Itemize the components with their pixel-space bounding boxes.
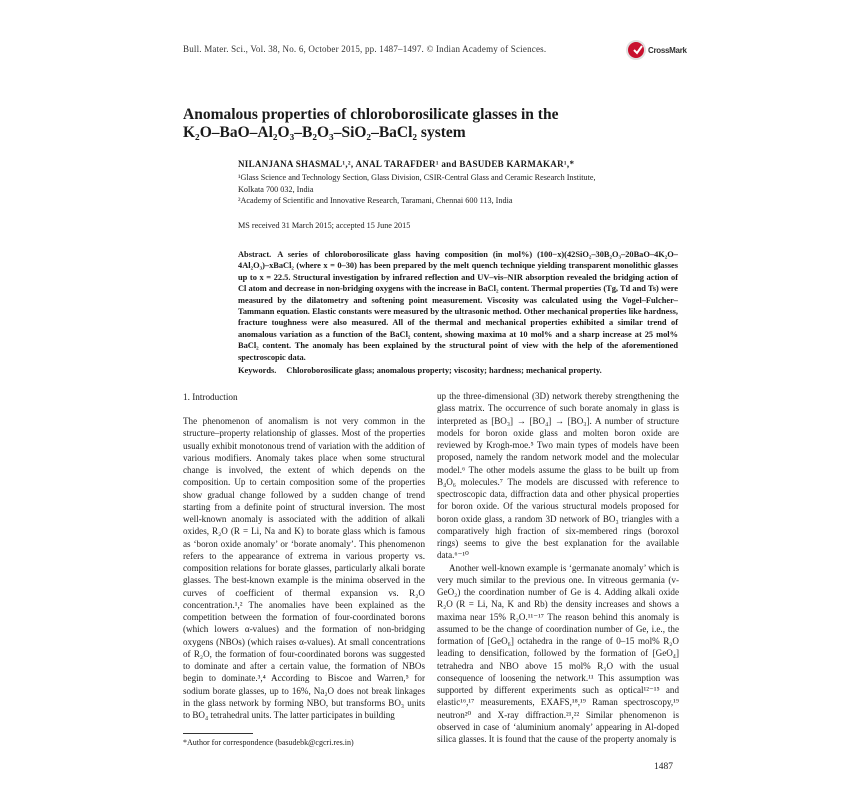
abstract-label: Abstract. (238, 250, 272, 259)
footnote-divider (183, 733, 253, 734)
crossmark-icon (626, 40, 646, 60)
keywords-label: Keywords. (238, 366, 277, 375)
abstract-text: A series of chloroborosilicate glass having composition (in mol%) (100−x)(42SiO₂–30B₂O₃–20BaO–4K₂O–4Al₂O₃)–xBaCl₂ (where x = 0–30) has been prepared by the melt quench technique yielding transparent monolithic glasses up to x = 22.5. Structural investigation by infrared reflection and UV–vis–NIR absorption revealed the bridging action of Cl atom and decrease in non-bridging oxygens with the increase in BaCl₂ content. Thermal properties (Tg, Td and Ts) were measured by the dilatometry and softening point measurement. Viscosity was calculated using the Vogel–Fulcher–Tammann equation. Elastic constants were measured by the ultrasonic method. Other mechanical properties like hardness, fracture toughness were also measured. All of the thermal and mechanical properties exhibited a similar trend of anomalous variation as a function of the BaCl₂ content, showing maxima at 10 mol% and a sharp increase at 25 mol% BaCl₂ content. The anomaly has been explained by the structural point of view with the help of the aforementioned spectroscopic data. (238, 250, 678, 362)
footnote: *Author for correspondence (basudebk@cgcri.res.in) (183, 738, 354, 747)
section-heading: 1. Introduction (183, 392, 238, 402)
received-date: MS received 31 March 2015; accepted 15 June 2015 (238, 221, 411, 230)
abstract (238, 249, 678, 363)
affiliations (238, 172, 658, 207)
title-line-1: Anomalous properties of chloroborosilicate glasses in the (183, 106, 559, 123)
column-right (437, 390, 679, 745)
paragraph: The phenomenon of anomalism is not very common in the structure–property relationship of glasses. Most of the properties usually exhibit monotonous trend of variation with the addition of various modifiers. Anomaly takes place when some structural change is involved, the extent of which depends on the composition. Up to certain composition some of the properties show gradual change followed by a sudden change of trend starting from a definite point of structural inversion. The most well-known anomaly is associated with the addition of alkali oxides, R₂O (R = Li, Na and K) to borate glass which is famous as ‘boron oxide anomaly’ or ‘borate anomaly’. This phenomenon refers to the appearance of extrema in various property vs. composition relations for borate glasses, particularly alkali borate glasses. The best-known example is the minima observed in the curves of coefficient of thermal expansion vs. R₂O concentration.¹,² The anomalies have been explained as the competition between the formation of four-coordinated borons (which lowers α-values) and the formation of non-bridging oxygens (NBOs) (which raises α-values). At small concentrations of R₂O, the formation of four-coordinated borons was suggested to dominate and after a certain value, the formation of NBOs begin to dominate.³,⁴ According to Biscoe and Warren,⁵ for sodium borate glasses, up to 16%, Na₂O does not break linkages in the glass network by forming NBO, but transforms BO₃ units to BO₄ tetrahedral units. The latter participates in building (183, 416, 425, 720)
paragraph: Another well-known example is ‘germanate anomaly’ which is very much similar to the previous one. In vitreous germania (v-GeO₂) the coordination number of Ge is 4. Adding alkali oxide R₂O (R = Li, Na, K and Rb) the density increases and shows a maxima near 15% R₂O.¹¹⁻¹⁷ The reason behind this anomaly is assumed to be the change of coordination number of Ge, i.e., the formation of [GeO₆] octahedra in the range of 0–15 mol% R₂O leading to densification, followed by the formation of [GeO₄] tetrahedra and NBO above 15 mol% R₂O with the usual consequence of loosening the network.¹¹ This assumption was supported by different experiments such as optical¹²⁻¹⁵ and elastic¹⁶,¹⁷ measurements, EXAFS,¹⁸,¹⁹ Raman spectroscopy,¹⁹ neutron²⁰ and X-ray diffraction.²¹,²² Similar phenomenon is observed in case of ‘aluminium anomaly’ appearing in Al-doped silica glasses. It is found that the cause of the property anomaly is (437, 562, 679, 744)
journal-citation: Bull. Mater. Sci., Vol. 38, No. 6, October 2015, pp. 1487–1497. © Indian Academy of Sciences. (183, 44, 547, 54)
paragraph: up the three-dimensional (3D) network thereby strengthening the glass matrix. The occurrence of such borate anomaly in glass is interpreted as [BO₃] → [BO₄] → [BO₃]. A number of structure models for boron oxide glass and molten boron oxide are reviewed by Krogh-moe.⁵ Two main types of models have been proposed, namely the random network model and the molecular model.⁶ The other models assume the glass to be built up from B₄O₆ molecules.⁷ The models are discussed with reference to spectroscopic data, diffraction data and other physical properties for boron oxide. Of the various structural models proposed for boron oxide glass, a random 3D network of BO₃ triangles with a comparatively high fraction of six-membered rings (boroxol rings) seems to give the best explanation for the available data.⁶⁻¹⁰ (437, 391, 679, 561)
paper-title (183, 106, 663, 142)
page-number: 1487 (654, 762, 673, 772)
keywords (238, 366, 678, 375)
title-line-2: K₂O–BaO–Al₂O₃–B₂O₃–SiO₂–BaCl₂ system (183, 124, 466, 141)
affiliation-1: ¹Glass Science and Technology Section, Glass Division, CSIR-Central Glass and Ceramic Research Institute, (238, 173, 596, 182)
author-list: NILANJANA SHASMAL¹,², ANAL TARAFDER¹ and BASUDEB KARMAKAR¹,* (238, 159, 575, 169)
affiliation-1-city: Kolkata 700 032, India (238, 184, 314, 194)
crossmark-badge[interactable] (626, 40, 696, 64)
column-left (183, 415, 425, 721)
crossmark-label: CrossMark (648, 46, 687, 55)
affiliation-2: ²Academy of Scientific and Innovative Research, Taramani, Chennai 600 113, India (238, 196, 513, 205)
keywords-text: Chloroborosilicate glass; anomalous property; viscosity; hardness; mechanical property. (286, 366, 602, 375)
